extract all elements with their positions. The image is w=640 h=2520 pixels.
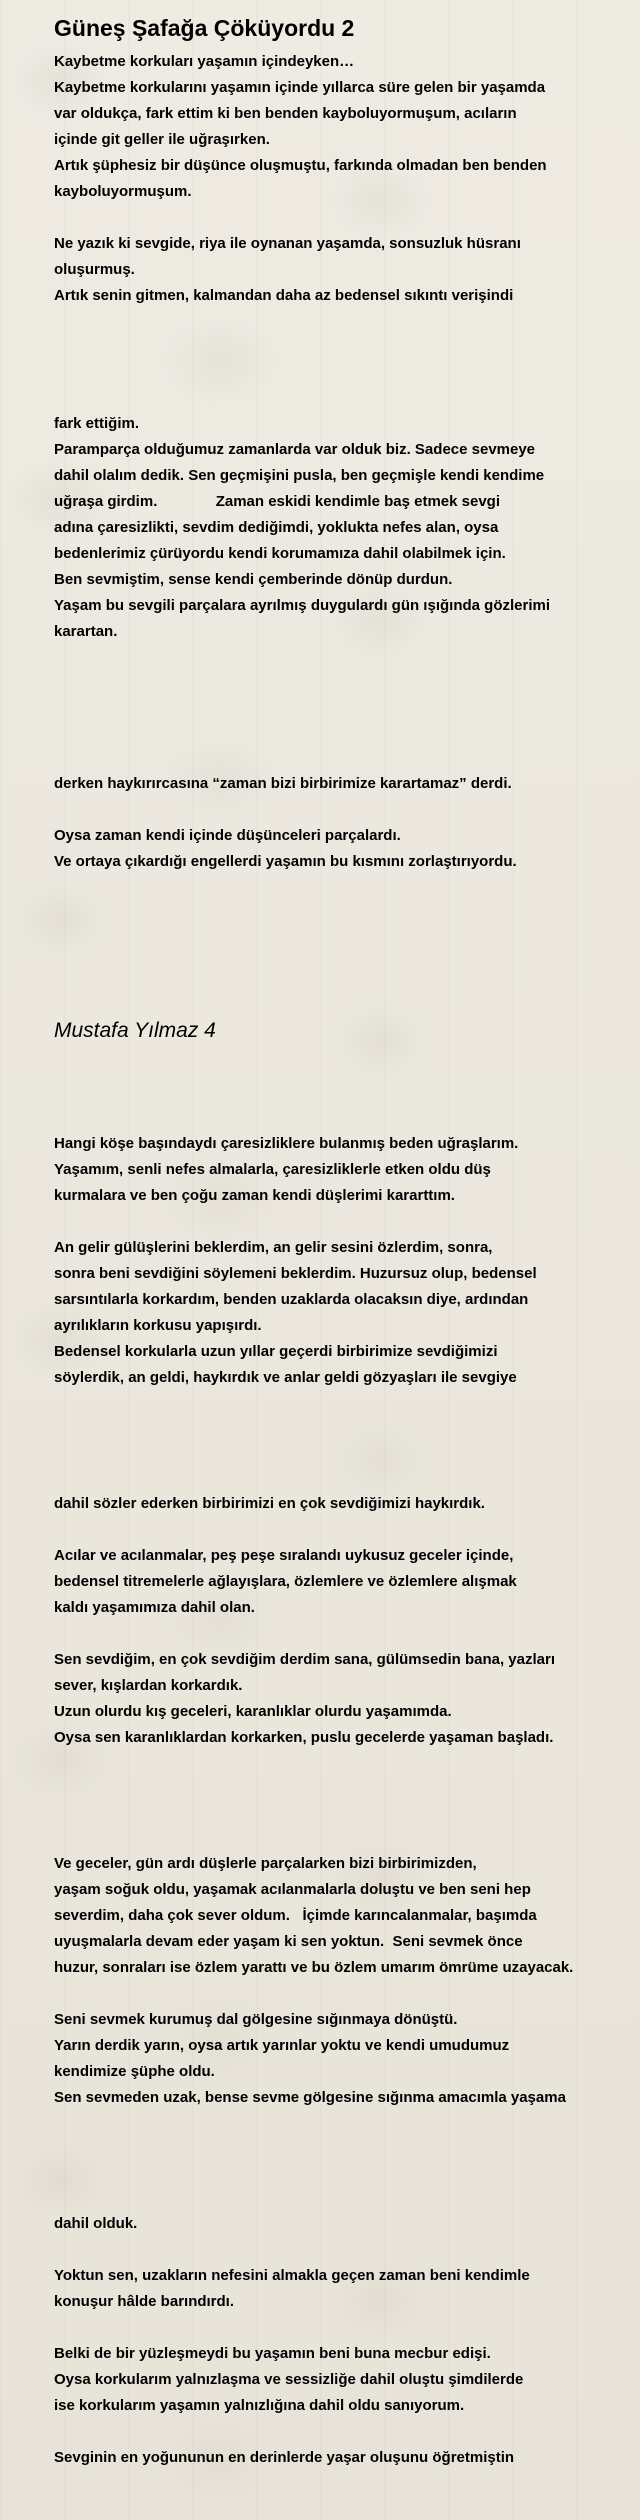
text-line: derken haykırırcasına “zaman bizi birbirimize karartamaz” derdi. [54,775,512,792]
text-line: sarsıntılarla korkardım, benden uzaklarda olacaksın diye, ardından [54,1291,529,1308]
text-line: Yaşam bu sevgili parçalara ayrılmış duygulardı gün ışığında gözlerimi [54,597,550,614]
text-line: bedenlerimiz çürüyordu kendi korumamıza dahil olabilmek için. [54,545,506,562]
text-line: dahil olalım dedik. Sen geçmişini pusla, ben geçmişle kendi kendime [54,467,545,484]
text-block-6 [54,1851,634,2111]
blank-line [54,1209,634,1235]
text-line: Artık şüphesiz bir düşünce oluşmuştu, farkında olmadan ben benden [54,157,547,174]
text-block-1 [54,49,634,309]
text-line: sonra beni sevdiğini söylemeni beklerdim. Huzursuz olup, bedensel [54,1265,537,1282]
text-line: Oysa korkularım yalnızlaşma ve sessizliğe dahil oluştu şimdilerde [54,2371,524,2388]
text-line: Sen sevmeden uzak, bense sevme gölgesine sığınma amacımla yaşama [54,2089,566,2106]
blank-line [54,1621,634,1647]
text-line: Sen sevdiğim, en çok sevdiğim derdim sana, gülümsedin bana, yazları [54,1651,555,1668]
text-line: kendimize şüphe oldu. [54,2063,215,2080]
text-line: konuşur hâlde barındırdı. [54,2293,235,2310]
text-line: dahil sözler ederken birbirimizi en çok sevdiğimizi haykırdık. [54,1495,485,1512]
text-line: ayrılıkların korkusu yapışırdı. [54,1317,262,1334]
text-line: Acılar ve acılanmalar, peş peşe sıralandı uykusuz geceler içinde, [54,1547,514,1564]
text-block-3 [54,771,634,875]
text-line: uğraşa girdim. Zaman eskidi kendimle baş etmek sevgi [54,493,501,510]
text-line: adına çaresizlikti, sevdim dediğimdi, yoklukta nefes alan, oysa [54,519,499,536]
text-line: Uzun olurdu kış geceleri, karanlıklar olurdu yaşamımda. [54,1703,452,1720]
blank-line [54,1981,634,2007]
text-line: Artık senin gitmen, kalmandan daha az bedensel sıkıntı verişindi [54,287,514,304]
text-block-7 [54,2211,634,2471]
text-line: dahil olduk. [54,2215,138,2232]
blank-line [54,797,634,823]
text-line: karartan. [54,623,118,640]
text-line: severdim, daha çok sever oldum. İçimde karıncalanmalar, başımda [54,1907,537,1924]
text-line: ise korkularım yaşamın yalnızlığına dahil oldu sanıyorum. [54,2397,465,2414]
text-line: Yarın derdik yarın, oysa artık yarınlar yoktu ve kendi umudumuz [54,2037,510,2054]
blank-line [54,1517,634,1543]
text-line: içinde git geller ile uğraşırken. [54,131,270,148]
text-line: Hangi köşe başındaydı çaresizliklere bulanmış beden uğraşlarım. [54,1135,519,1152]
text-block-5 [54,1491,634,1751]
text-line: Yoktun sen, uzakların nefesini almakla geçen zaman beni kendimle [54,2267,530,2284]
text-block-4 [54,1131,634,1391]
text-line: Oysa sen karanlıklardan korkarken, puslu gecelerde yaşaman başladı. [54,1729,554,1746]
text-line: uyuşmalarla devam eder yaşam ki sen yoktun. Seni sevmek önce [54,1933,523,1950]
text-line: Sevginin en yoğununun en derinlerde yaşar oluşunu öğretmiştin [54,2449,515,2466]
text-block-2 [54,411,634,645]
text-line: oluşurmuş. [54,261,135,278]
text-line: Bedensel korkularla uzun yıllar geçerdi birbirimize sevdiğimizi [54,1343,498,1360]
text-line: Ben sevmiştim, sense kendi çemberinde dönüp durdun. [54,571,453,588]
text-line: Kaybetme korkularını yaşamın içinde yıllarca süre gelen bir yaşamda [54,79,546,96]
text-line: Ne yazık ki sevgide, riya ile oynanan yaşamda, sonsuzluk hüsranı [54,235,521,252]
poem-title: Güneş Şafağa Çöküyordu 2 [54,15,355,41]
text-line: Yaşamım, senli nefes almalarla, çaresizliklerle etken oldu düş [54,1161,491,1178]
text-line: Oysa zaman kendi içinde düşünceleri parçalardı. [54,827,401,844]
text-line: Ve geceler, gün ardı düşlerle parçalarken bizi birbirimizden, [54,1855,477,1872]
text-line: huzur, sonraları ise özlem yarattı ve bu özlem umarım ömrüme uzayacak. [54,1959,574,1976]
text-line: var oldukça, fark ettim ki ben benden kayboluyormuşum, acıların [54,105,517,122]
author-name: Mustafa Yılmaz 4 [54,1019,216,1042]
text-line: bedensel titremelerle ağlayışlara, özlemlere ve özlemlere alışmak [54,1573,517,1590]
text-line: An gelir gülüşlerini beklerdim, an gelir sesini özlerdim, sonra, [54,1239,493,1256]
text-line: sever, kışlardan korkardık. [54,1677,243,1694]
blank-line [54,205,634,231]
text-line: kurmalara ve ben çoğu zaman kendi düşlerimi kararttım. [54,1187,455,1204]
text-line: Seni sevmek kurumuş dal gölgesine sığınmaya dönüştü. [54,2011,458,2028]
text-line: fark ettiğim. [54,415,140,432]
text-line: yaşam soğuk oldu, yaşamak acılanmalarla doluştu ve ben seni hep [54,1881,531,1898]
text-line: Belki de bir yüzleşmeydi bu yaşamın beni buna mecbur edişi. [54,2345,491,2362]
text-line: Ve ortaya çıkardığı engellerdi yaşamın bu kısmını zorlaştırıyordu. [54,853,517,870]
text-line: Paramparça olduğumuz zamanlarda var olduk biz. Sadece sevmeye [54,441,536,458]
text-line: kaldı yaşamımıza dahil olan. [54,1599,255,1616]
blank-line [54,2237,634,2263]
text-line: söylerdik, an geldi, haykırdık ve anlar geldi gözyaşları ile sevgiye [54,1369,517,1386]
blank-line [54,2315,634,2341]
blank-line [54,2419,634,2445]
text-line: Kaybetme korkuları yaşamın içindeyken… [54,53,355,70]
text-line: kayboluyormuşum. [54,183,192,200]
